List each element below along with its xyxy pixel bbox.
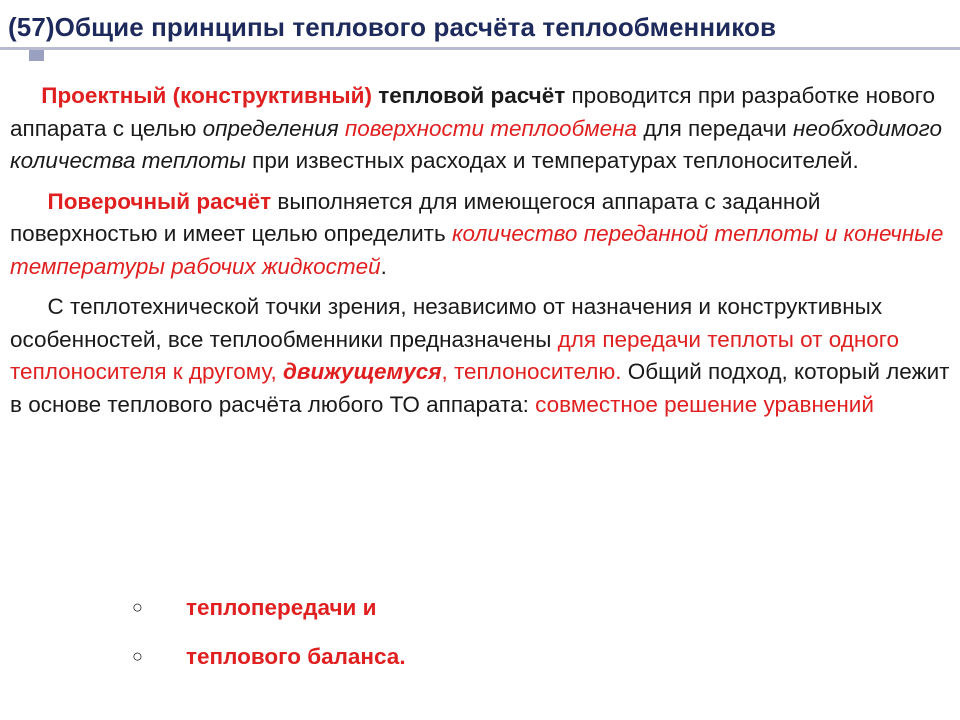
- text-heat-exchange-surface: поверхности теплообмена: [344, 115, 638, 141]
- list-item: [0, 595, 960, 627]
- title-divider: [0, 47, 960, 50]
- text-span: выполняется для имеющегося аппарата с заданной поверхностью и имеет целью определить: [10, 188, 821, 246]
- text-heat-transfer-purpose: для передачи теплоты от одного теплоносителя к другому,: [10, 326, 900, 384]
- paragraph-design-calculation: [10, 80, 950, 178]
- text-determination: определения: [202, 115, 339, 141]
- text-required-heat-amount: необходимого количества теплоты: [10, 115, 943, 173]
- list-item-text: теплового баланса.: [186, 644, 406, 669]
- paragraph-verification-calculation: [10, 186, 950, 284]
- text-span: при известных расходах и температурах теплоносителей.: [245, 148, 859, 173]
- term-thermal-calculation: тепловой расчёт: [378, 83, 566, 108]
- text-span: для передачи: [637, 115, 793, 141]
- page-title: (57)Общие принципы теплового расчёта теплообменников: [8, 12, 777, 42]
- term-design-calculation: Проектный (конструктивный): [41, 83, 372, 108]
- term-verification-calculation: Поверочный расчёт: [47, 188, 272, 214]
- text-span: .: [380, 253, 387, 279]
- text-transferred-heat: количество переданной теплоты и конечные температуры рабочих жидкостей: [10, 221, 944, 279]
- list-item: [0, 644, 960, 676]
- text-heat-carrier: , теплоносителю.: [441, 359, 622, 384]
- indent: [10, 189, 48, 214]
- text-span: С теплотехнической точки зрения, независимо от назначения и конструктивных особенностей, все теплообменники предназначены: [10, 294, 883, 352]
- slide-body: [10, 80, 950, 421]
- text-joint-solution: совместное решение уравнений: [535, 391, 874, 417]
- circle-bullet-icon: ○: [132, 646, 143, 666]
- indent: [10, 294, 48, 319]
- text-moving: движущемуся: [282, 359, 442, 384]
- text-span: Общий подход, который лежит в основе теплового расчёта любого ТО аппарата:: [10, 359, 950, 417]
- list-item-text: теплопередачи и: [186, 595, 377, 620]
- title-accent-square: [29, 50, 44, 61]
- circle-bullet-icon: ○: [132, 597, 143, 617]
- text-span: проводится при разработке нового аппарата с целью: [10, 83, 935, 141]
- indent: [10, 83, 41, 108]
- paragraph-general-approach: [10, 291, 950, 421]
